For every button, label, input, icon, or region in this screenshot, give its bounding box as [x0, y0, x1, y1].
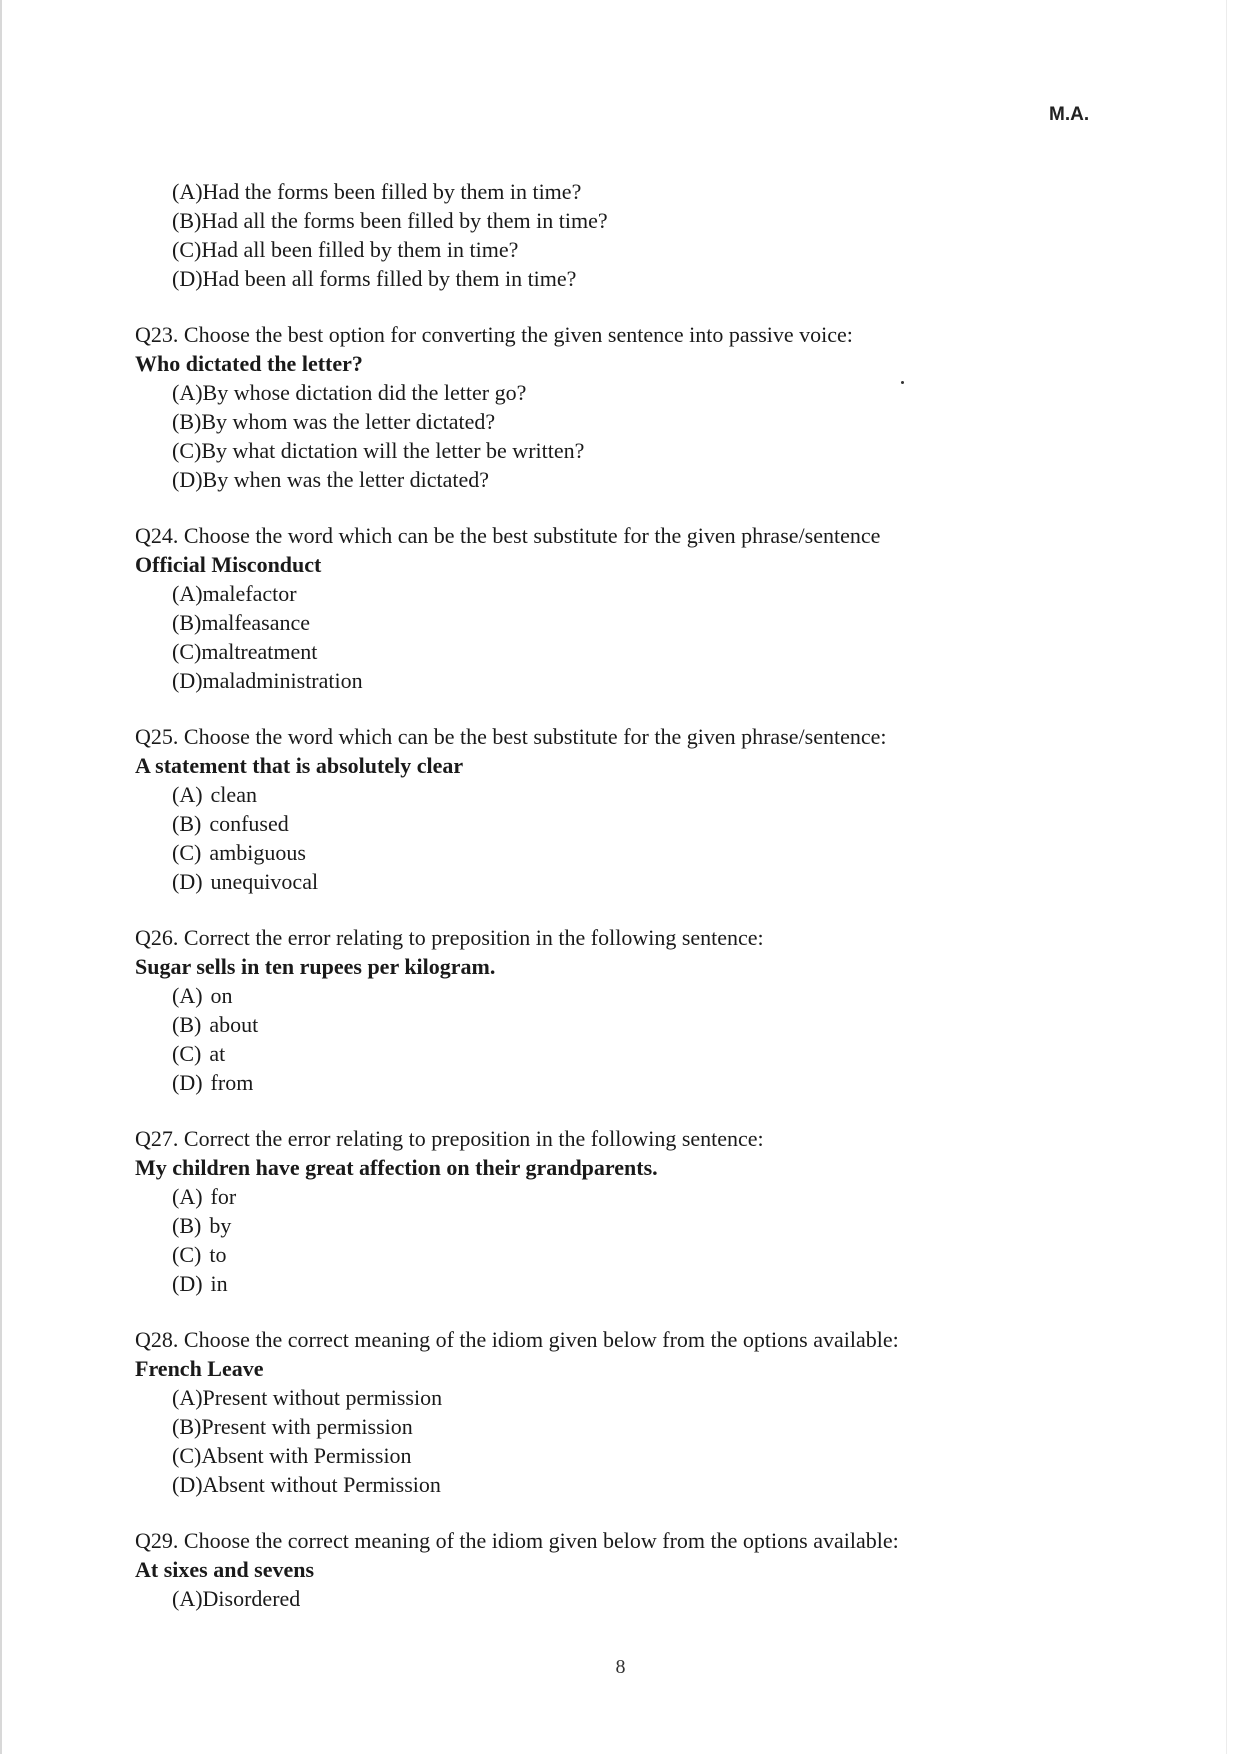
question-stem: My children have great affection on their grandparents. — [135, 1155, 658, 1180]
option-label: (D) — [172, 1472, 203, 1497]
question-text: Choose the word which can be the best substitute for the given phrase/sentence: — [183, 724, 887, 749]
option-label: (C) — [172, 639, 202, 664]
option-label: (A) — [172, 983, 203, 1008]
option-label: (A) — [172, 782, 203, 807]
question-prompt — [135, 1325, 1095, 1354]
question-q28 — [135, 1325, 1095, 1499]
option-text: Had all the forms been filled by them in time? — [201, 208, 608, 233]
question-q23 — [135, 320, 1095, 494]
question-text: Choose the word which can be the best substitute for the given phrase/sentence — [183, 523, 881, 548]
option-label: (A) — [172, 179, 203, 204]
option-text: Had all been filled by them in time? — [201, 237, 519, 262]
question-number: Q26. — [135, 925, 179, 950]
option-text: from — [210, 1070, 254, 1095]
course-tag: M.A. — [1049, 104, 1090, 125]
question-text: Choose the correct meaning of the idiom given below from the options available: — [183, 1528, 899, 1553]
option-label: (A) — [172, 1184, 203, 1209]
question-stem: Sugar sells in ten rupees per kilogram. — [135, 954, 496, 979]
option-row — [135, 579, 1095, 608]
option-row — [135, 264, 1095, 293]
option-row — [135, 1039, 1095, 1068]
option-text: at — [209, 1041, 226, 1066]
option-text: maltreatment — [201, 639, 318, 664]
option-text: in — [210, 1271, 228, 1296]
page-number: 8 — [615, 1656, 626, 1678]
question-stem: French Leave — [135, 1356, 264, 1381]
option-text: Disordered — [202, 1586, 301, 1611]
option-text: to — [209, 1242, 227, 1267]
option-text: Had the forms been filled by them in time? — [202, 179, 582, 204]
option-row — [135, 838, 1095, 867]
option-label: (C) — [172, 1242, 202, 1267]
question-q29 — [135, 1526, 1095, 1613]
question-number: Q27. — [135, 1126, 179, 1151]
question-q26 — [135, 923, 1095, 1097]
question-text: Correct the error relating to preposition in the following sentence: — [183, 925, 764, 950]
option-text: for — [210, 1184, 237, 1209]
option-label: (C) — [172, 1041, 202, 1066]
option-row — [135, 465, 1095, 494]
option-row — [135, 981, 1095, 1010]
question-number: Q24. — [135, 523, 179, 548]
option-text: malefactor — [202, 581, 297, 606]
option-label: (D) — [172, 467, 203, 492]
option-row — [135, 1010, 1095, 1039]
question-prompt — [135, 722, 1095, 751]
option-row — [135, 1441, 1095, 1470]
option-label: (B) — [172, 409, 202, 434]
option-label: (B) — [172, 208, 202, 233]
option-text: malfeasance — [201, 610, 311, 635]
option-row — [135, 637, 1095, 666]
option-label: (A) — [172, 1586, 203, 1611]
option-text: about — [209, 1012, 259, 1037]
option-row — [135, 1068, 1095, 1097]
question-list — [135, 177, 1095, 1613]
option-label: (C) — [172, 1443, 202, 1468]
question-prompt — [135, 521, 1095, 550]
option-label: (D) — [172, 1271, 203, 1296]
question-prompt — [135, 1124, 1095, 1153]
option-row — [135, 1383, 1095, 1412]
option-text: Had been all forms filled by them in time? — [202, 266, 577, 291]
scan-edge-left — [0, 0, 2, 1754]
option-row — [135, 177, 1095, 206]
option-text: maladministration — [202, 668, 363, 693]
option-row — [135, 206, 1095, 235]
question-prompt — [135, 320, 1095, 349]
question-q24 — [135, 521, 1095, 695]
option-row — [135, 809, 1095, 838]
option-label: (B) — [172, 610, 202, 635]
option-row — [135, 1412, 1095, 1441]
option-label: (A) — [172, 380, 203, 405]
option-label: (D) — [172, 668, 203, 693]
option-text: by — [209, 1213, 232, 1238]
question-stem: At sixes and sevens — [135, 1557, 315, 1582]
option-row — [135, 608, 1095, 637]
option-text: ambiguous — [209, 840, 306, 865]
question-number: Q29. — [135, 1528, 179, 1553]
option-text: Absent with Permission — [201, 1443, 412, 1468]
option-label: (A) — [172, 581, 203, 606]
option-label: (B) — [172, 1012, 202, 1037]
question-number: Q25. — [135, 724, 179, 749]
question-number: Q28. — [135, 1327, 179, 1352]
option-text: Present with permission — [201, 1414, 413, 1439]
option-text: By when was the letter dictated? — [202, 467, 490, 492]
option-text: on — [210, 983, 233, 1008]
question-text: Choose the correct meaning of the idiom given below from the options available: — [183, 1327, 899, 1352]
question-prompt — [135, 1526, 1095, 1555]
option-row — [135, 1269, 1095, 1298]
option-label: (C) — [172, 840, 202, 865]
option-text: By whose dictation did the letter go? — [202, 380, 527, 405]
option-text: Absent without Permission — [202, 1472, 441, 1497]
option-row — [135, 378, 1095, 407]
option-text: confused — [209, 811, 289, 836]
option-row — [135, 436, 1095, 465]
option-text: By what dictation will the letter be written? — [201, 438, 585, 463]
continued-options — [135, 177, 1095, 293]
option-row — [135, 1584, 1095, 1613]
option-row — [135, 666, 1095, 695]
option-label: (C) — [172, 237, 202, 262]
question-prompt — [135, 923, 1095, 952]
question-text: Correct the error relating to preposition in the following sentence: — [183, 1126, 764, 1151]
question-q25 — [135, 722, 1095, 896]
option-text: Present without permission — [202, 1385, 443, 1410]
option-row — [135, 407, 1095, 436]
option-label: (D) — [172, 869, 203, 894]
option-text: By whom was the letter dictated? — [201, 409, 496, 434]
option-label: (D) — [172, 1070, 203, 1095]
option-row — [135, 780, 1095, 809]
question-stem: Who dictated the letter? — [135, 351, 363, 376]
question-number: Q23. — [135, 322, 179, 347]
option-row — [135, 867, 1095, 896]
question-stem: Official Misconduct — [135, 552, 322, 577]
question-stem: A statement that is absolutely clear — [135, 753, 464, 778]
option-label: (B) — [172, 1213, 202, 1238]
option-row — [135, 1240, 1095, 1269]
option-label: (A) — [172, 1385, 203, 1410]
scan-edge-right — [1226, 0, 1227, 1754]
option-row — [135, 1182, 1095, 1211]
option-label: (D) — [172, 266, 203, 291]
question-text: Choose the best option for converting the given sentence into passive voice: — [183, 322, 853, 347]
option-label: (C) — [172, 438, 202, 463]
question-q27 — [135, 1124, 1095, 1298]
option-text: unequivocal — [210, 869, 319, 894]
option-row — [135, 235, 1095, 264]
option-row — [135, 1470, 1095, 1499]
option-row — [135, 1211, 1095, 1240]
option-label: (B) — [172, 1414, 202, 1439]
option-label: (B) — [172, 811, 202, 836]
option-text: clean — [210, 782, 257, 807]
